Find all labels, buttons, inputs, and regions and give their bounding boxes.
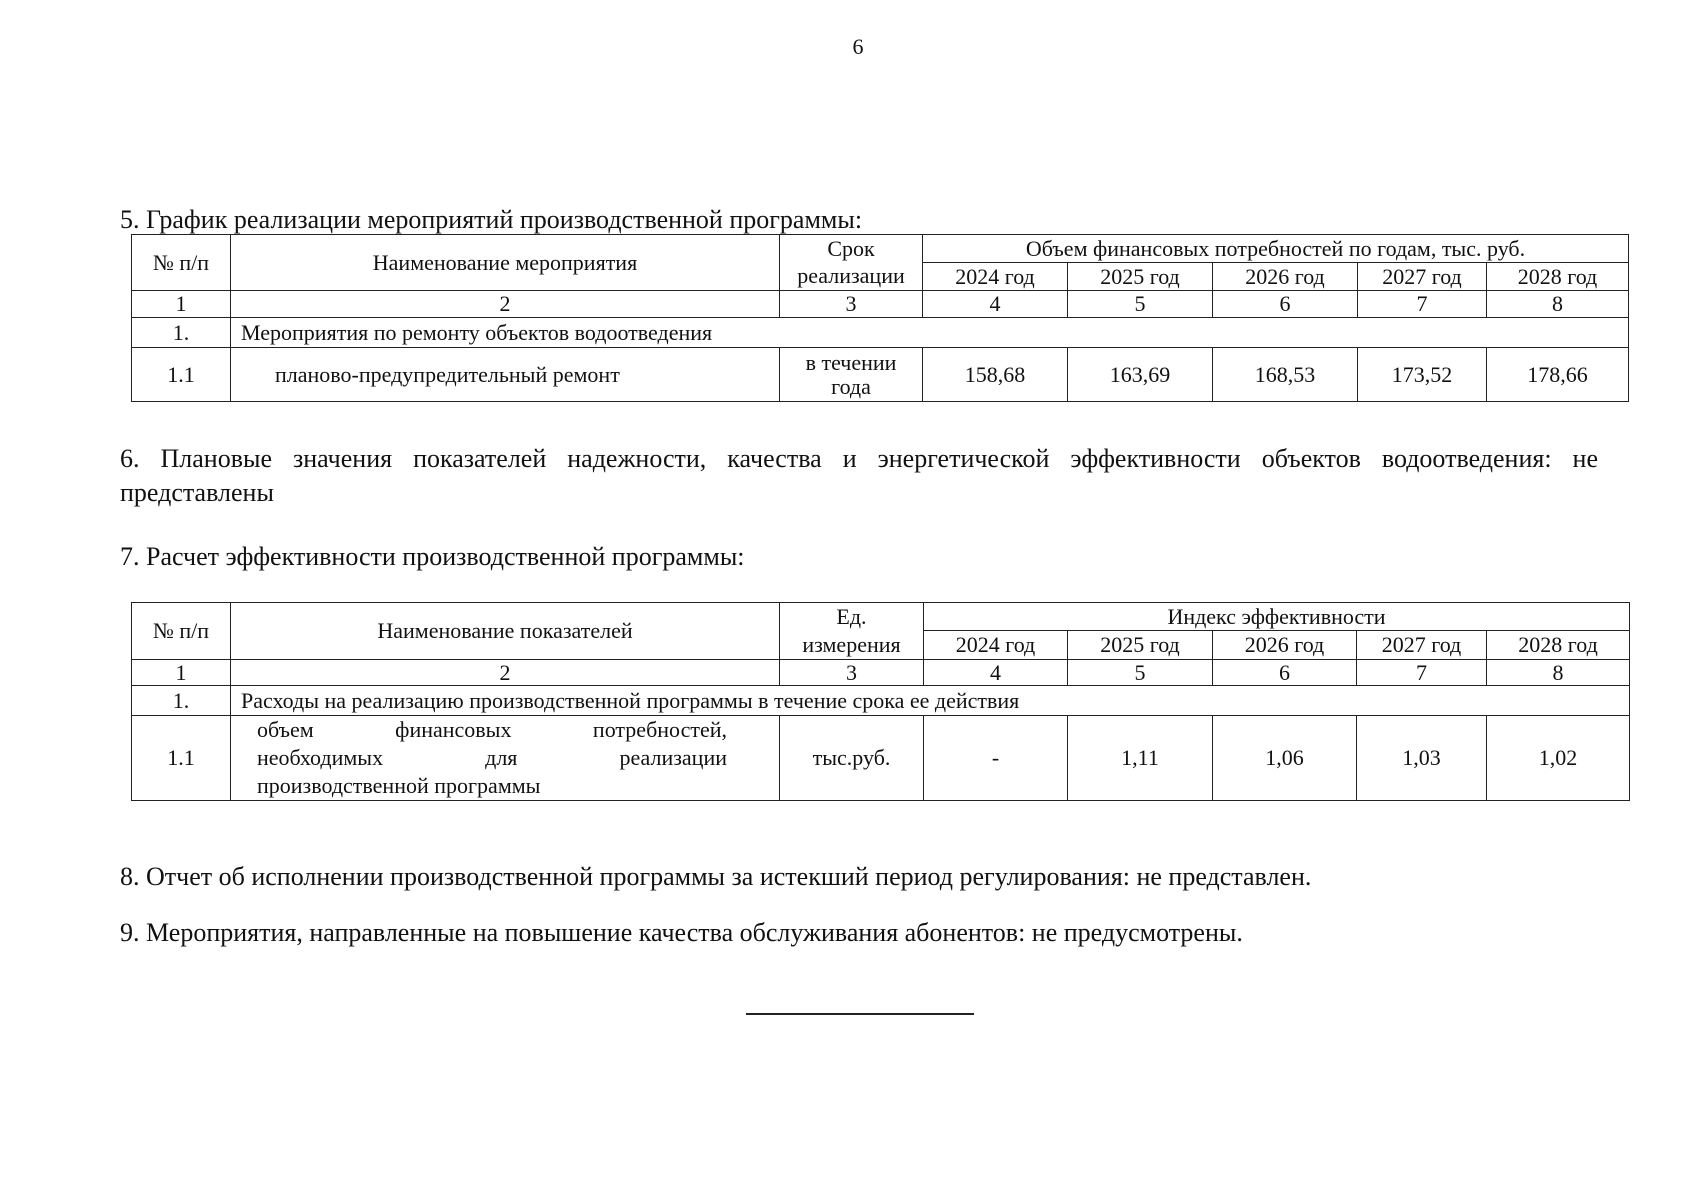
header-num: № п/п xyxy=(132,603,231,660)
row-value: 1,06 xyxy=(1213,716,1357,801)
row-value: 178,66 xyxy=(1487,348,1629,402)
column-number: 5 xyxy=(1068,660,1213,686)
header-year: 2024 год xyxy=(924,631,1068,660)
implementation-schedule-table xyxy=(131,234,1629,402)
column-number: 7 xyxy=(1358,291,1487,318)
row-term: в течении года xyxy=(780,348,923,402)
column-number: 8 xyxy=(1487,660,1630,686)
header-year: 2025 год xyxy=(1068,263,1213,291)
header-term-line1: Срок xyxy=(780,235,923,263)
row-value: 1,03 xyxy=(1357,716,1487,801)
row-value: 163,69 xyxy=(1068,348,1213,402)
header-name: Наименование показателей xyxy=(231,603,780,660)
header-index: Индекс эффективности xyxy=(924,603,1630,631)
header-year: 2026 год xyxy=(1213,263,1358,291)
column-number: 2 xyxy=(231,291,780,318)
table-row xyxy=(132,716,1630,801)
efficiency-table xyxy=(131,602,1630,801)
column-number: 8 xyxy=(1487,291,1629,318)
row-value: 158,68 xyxy=(923,348,1068,402)
column-number: 6 xyxy=(1213,291,1358,318)
row-unit: тыс.руб. xyxy=(780,716,924,801)
group-row xyxy=(132,686,1630,716)
header-year: 2027 год xyxy=(1358,263,1487,291)
closing-line xyxy=(746,1013,974,1015)
table-row xyxy=(132,348,1629,402)
header-num: № п/п xyxy=(132,235,231,291)
column-number: 3 xyxy=(780,660,924,686)
row-num: 1.1 xyxy=(132,716,231,801)
header-term-line2: реализации xyxy=(780,263,923,291)
row-name: планово-предупредительный ремонт xyxy=(231,348,780,402)
column-number: 1 xyxy=(132,291,231,318)
section8-text: 8. Отчет об исполнении производственной программы за истекший период регулирования: не представлен. xyxy=(120,862,1312,891)
row-name xyxy=(231,716,780,801)
group-name: Расходы на реализацию производственной программы в течение срока ее действия xyxy=(231,686,1630,716)
column-number: 2 xyxy=(231,660,780,686)
row-name-line: объем финансовых потребностей, xyxy=(257,717,727,742)
column-number: 4 xyxy=(923,291,1068,318)
header-volume: Объем финансовых потребностей по годам, тыс. руб. xyxy=(923,235,1629,263)
header-name: Наименование мероприятия xyxy=(231,235,780,291)
group-num: 1. xyxy=(132,686,231,716)
section5-title: 5. График реализации мероприятий производственной программы: xyxy=(120,205,863,234)
header-row xyxy=(132,603,1630,631)
header-year: 2028 год xyxy=(1487,631,1630,660)
header-unit-line1: Ед. xyxy=(780,603,924,631)
row-value: 1,02 xyxy=(1487,716,1630,801)
header-year: 2025 год xyxy=(1068,631,1213,660)
header-year: 2024 год xyxy=(923,263,1068,291)
row-name-line: необходимых для реализации xyxy=(257,745,727,770)
header-year: 2027 год xyxy=(1357,631,1487,660)
page-number: 6 xyxy=(852,34,864,59)
header-unit-line2: измерения xyxy=(780,631,924,660)
column-number: 4 xyxy=(924,660,1068,686)
section7-title: 7. Расчет эффективности производственной программы: xyxy=(120,542,745,571)
column-number: 3 xyxy=(780,291,923,318)
row-value: 173,52 xyxy=(1358,348,1487,402)
section6-text: 6. Плановые значения показателей надежности, качества и энергетической эффективности объектов водоотведения: не представлены xyxy=(120,444,1598,507)
group-name: Мероприятия по ремонту объектов водоотведения xyxy=(231,318,1629,348)
column-number: 1 xyxy=(132,660,231,686)
row-value: - xyxy=(924,716,1068,801)
group-num: 1. xyxy=(132,318,231,348)
header-year: 2028 год xyxy=(1487,263,1629,291)
column-numbers-row xyxy=(132,660,1630,686)
column-numbers-row xyxy=(132,291,1629,318)
row-name-line: производственной программы xyxy=(257,773,541,798)
column-number: 6 xyxy=(1213,660,1357,686)
group-row xyxy=(132,318,1629,348)
section9-text: 9. Мероприятия, направленные на повышение качества обслуживания абонентов: не предусмотрены. xyxy=(120,918,1243,947)
row-value: 168,53 xyxy=(1213,348,1358,402)
row-num: 1.1 xyxy=(132,348,231,402)
column-number: 7 xyxy=(1357,660,1487,686)
header-year: 2026 год xyxy=(1213,631,1357,660)
header-row xyxy=(132,235,1629,263)
row-value: 1,11 xyxy=(1068,716,1213,801)
column-number: 5 xyxy=(1068,291,1213,318)
